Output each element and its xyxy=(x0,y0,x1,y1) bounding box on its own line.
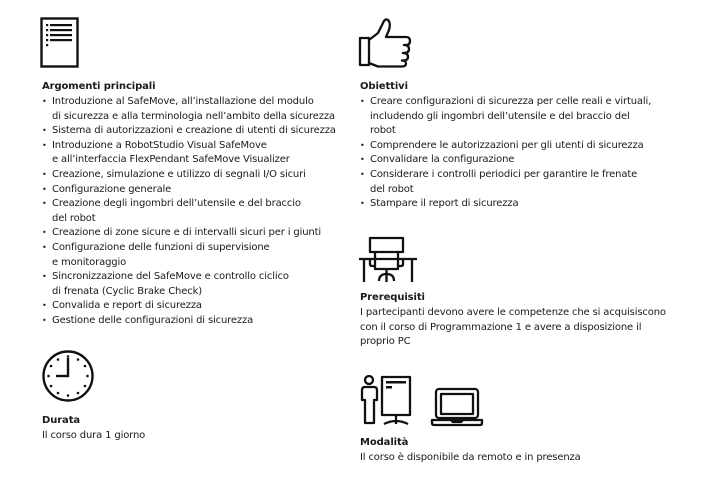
thumbs-up-icon xyxy=(358,17,414,69)
list-item: • Creazione degli ingombri dell’utensile e del braccio del robot xyxy=(42,197,352,226)
duration-text: Il corso dura 1 giorno xyxy=(42,430,146,441)
prerequisites-text: I partecipanti devono avere le competenze che si acquisiscono con il corso di Programmazione 1 e avere a disposizione il proprio PC xyxy=(360,307,666,348)
mode-text: Il corso è disponibile da remoto e in presenza xyxy=(360,452,581,463)
clock-icon xyxy=(41,349,95,403)
presenter-icon xyxy=(359,374,415,426)
laptop-icon xyxy=(430,387,484,427)
desk-chair-icon xyxy=(359,236,417,282)
list-item: • Convalida e report di sicurezza xyxy=(42,299,352,314)
list-item: • Introduzione a RobotStudio Visual SafeMove e all’interfaccia FlexPendant SafeMove Visualizer xyxy=(42,139,352,168)
list-item: • Convalidare la configurazione xyxy=(360,153,690,168)
topics-heading: Argomenti principali xyxy=(42,81,156,92)
list-item: • Considerare i controlli periodici per garantire le frenate del robot xyxy=(360,168,690,197)
objectives-heading: Obiettivi xyxy=(360,81,408,92)
document-list-icon xyxy=(40,17,80,69)
list-item: • Configurazione delle funzioni di supervisione e monitoraggio xyxy=(42,241,352,270)
topics-list xyxy=(42,95,352,329)
list-item: • Sincronizzazione del SafeMove e controllo ciclico di frenata (Cyclic Brake Check) xyxy=(42,270,352,299)
list-item: • Comprendere le autorizzazioni per gli utenti di sicurezza xyxy=(360,139,690,154)
list-item: • Stampare il report di sicurezza xyxy=(360,197,690,212)
list-item: • Creazione, simulazione e utilizzo di segnali I/O sicuri xyxy=(42,168,352,183)
prerequisites-heading: Prerequisiti xyxy=(360,292,425,303)
list-item: • Creazione di zone sicure e di intervalli sicuri per i giunti xyxy=(42,226,352,241)
list-item: • Gestione delle configurazioni di sicurezza xyxy=(42,314,352,329)
duration-heading: Durata xyxy=(42,415,81,426)
list-item: • Configurazione generale xyxy=(42,183,352,198)
mode-heading: Modalità xyxy=(360,437,409,448)
objectives-list xyxy=(360,95,690,212)
list-item: • Introduzione al SafeMove, all’installazione del modulo di sicurezza e alla terminologia nell’ambito della sicurezza xyxy=(42,95,352,124)
list-item: • Sistema di autorizzazioni e creazione di utenti di sicurezza xyxy=(42,124,352,139)
list-item: • Creare configurazioni di sicurezza per celle reali e virtuali, includendo gli ingombri dell’utensile e del braccio del robot xyxy=(360,95,690,139)
